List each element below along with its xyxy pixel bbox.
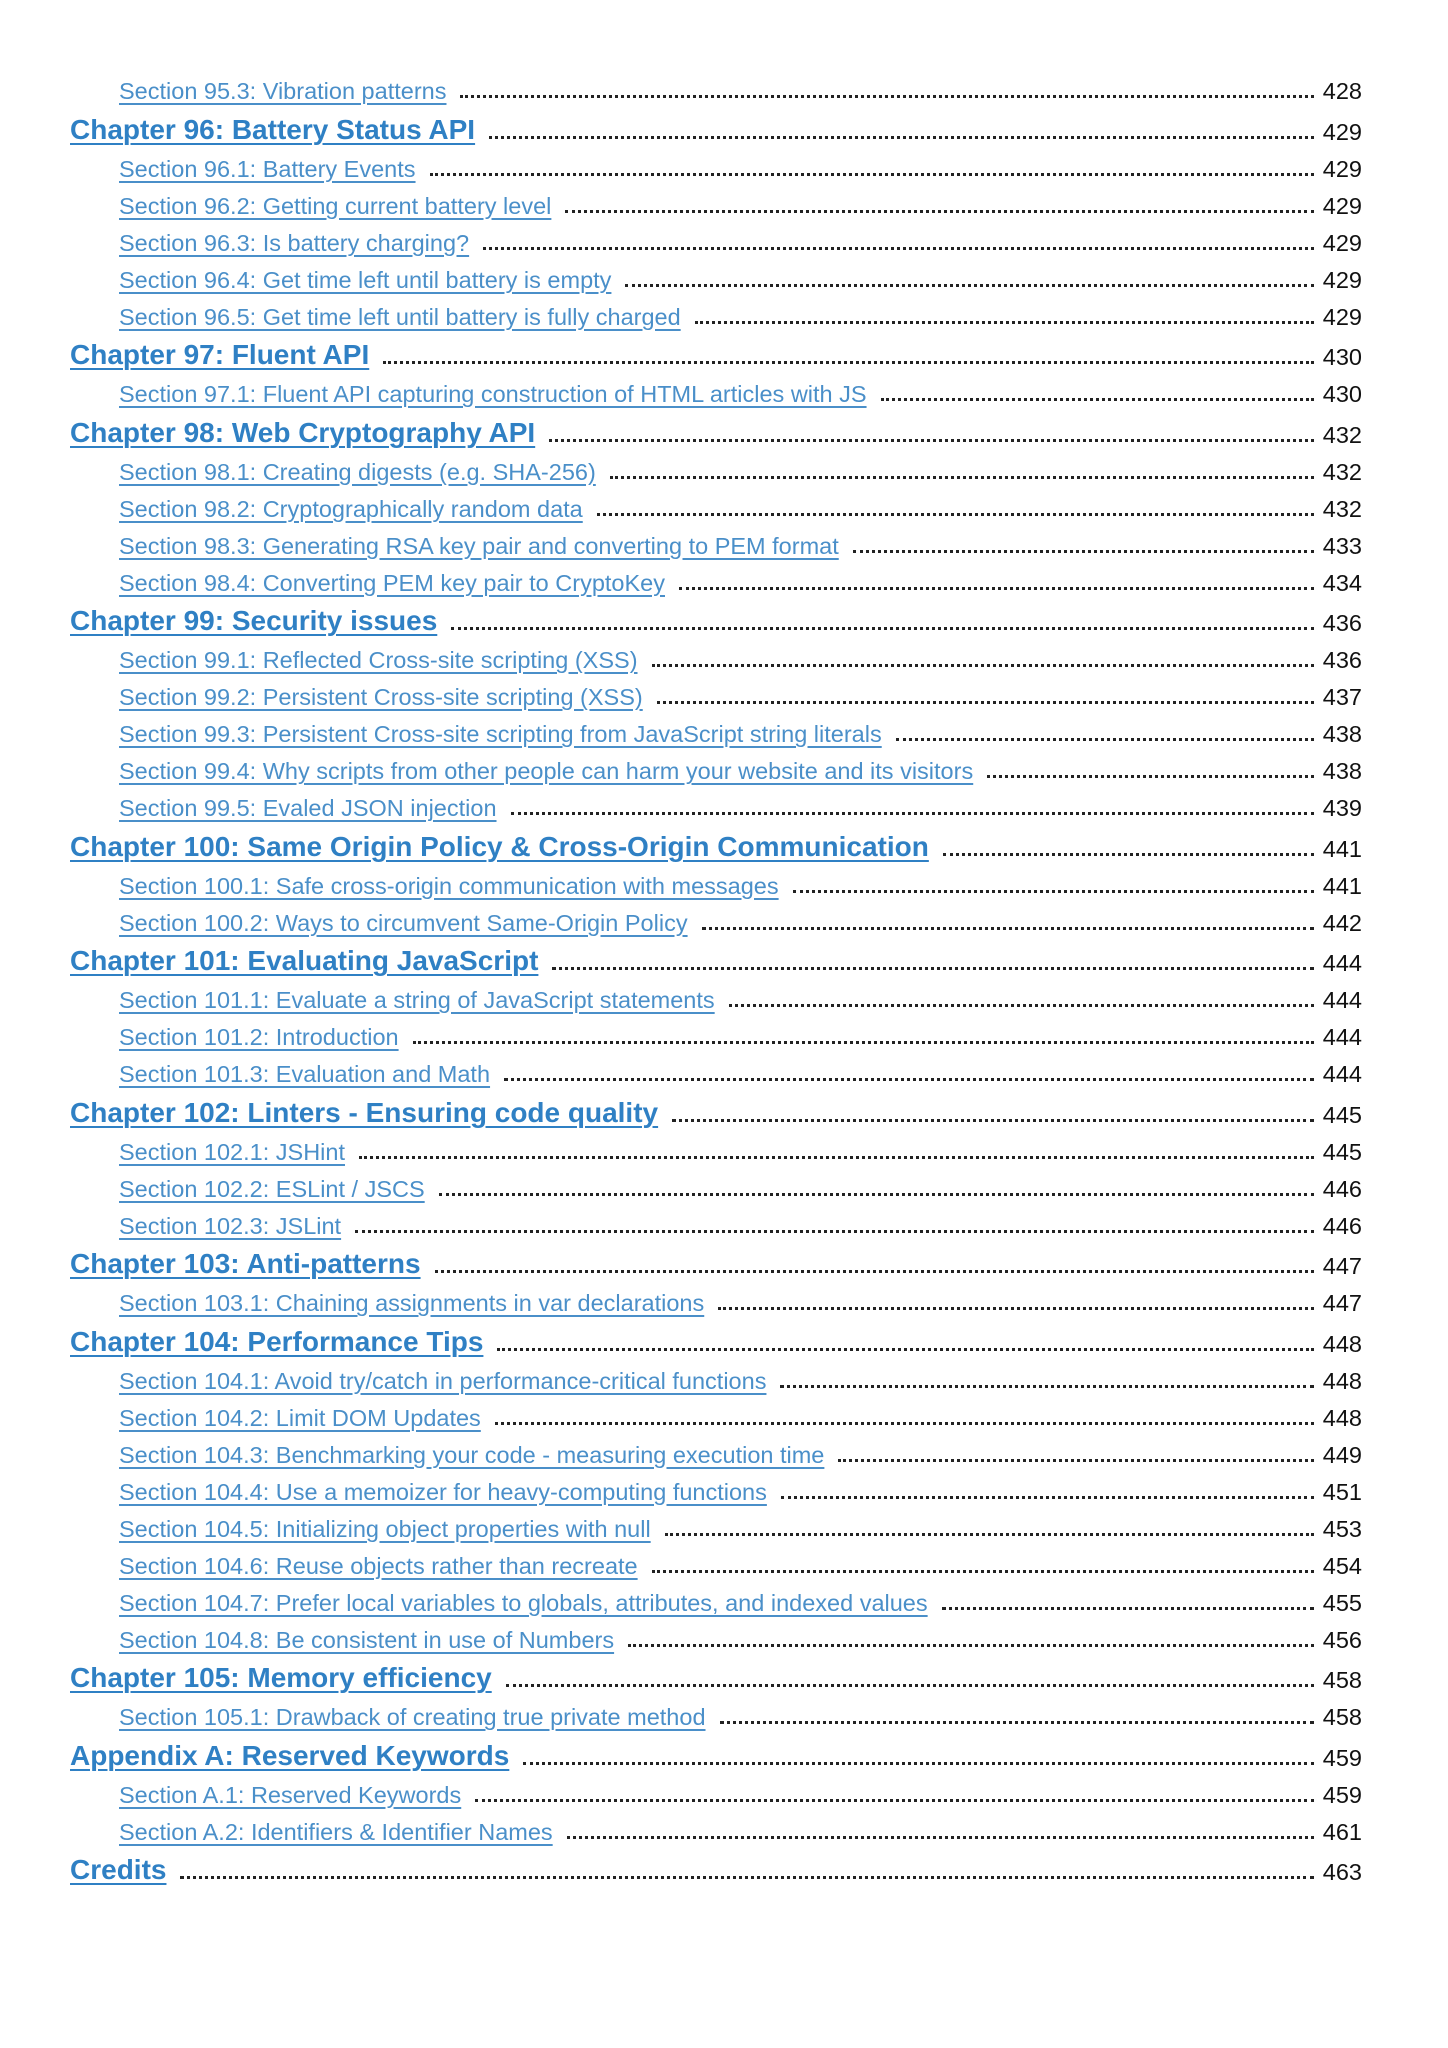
chapter-link[interactable]: Chapter 96: Battery Status API bbox=[70, 113, 476, 145]
dot-leader bbox=[943, 853, 1314, 856]
dot-leader bbox=[853, 550, 1314, 553]
page-number: 458 bbox=[1322, 1704, 1362, 1730]
dot-leader bbox=[942, 1607, 1314, 1610]
page-number: 449 bbox=[1322, 1441, 1362, 1468]
section-link[interactable]: Section 101.3: Evaluation and Math bbox=[119, 1061, 491, 1087]
page-number: 459 bbox=[1322, 1744, 1362, 1771]
dot-leader bbox=[511, 812, 1314, 815]
dot-leader bbox=[359, 1156, 1314, 1159]
toc-section-entry[interactable] bbox=[70, 560, 1362, 597]
section-link[interactable]: Section 98.4: Converting PEM key pair to CryptoKey bbox=[119, 569, 665, 596]
page-number: 447 bbox=[1322, 1253, 1362, 1279]
toc-section-entry[interactable] bbox=[70, 863, 1362, 900]
page-number: 445 bbox=[1322, 1101, 1362, 1128]
section-link[interactable]: Section 100.2: Ways to circumvent Same-Origin Policy bbox=[119, 909, 688, 936]
dot-leader bbox=[702, 927, 1314, 930]
dot-leader bbox=[781, 1496, 1314, 1499]
dot-leader bbox=[695, 321, 1314, 324]
page-number: 448 bbox=[1322, 1367, 1362, 1394]
section-link[interactable]: Section 99.3: Persistent Cross-site scripting from JavaScript string literals bbox=[119, 721, 882, 747]
page-number: 458 bbox=[1322, 1667, 1362, 1693]
toc-section-entry[interactable] bbox=[70, 1809, 1362, 1846]
dot-leader bbox=[652, 1570, 1314, 1573]
page-number: 441 bbox=[1322, 835, 1362, 862]
dot-leader bbox=[672, 1119, 1314, 1122]
toc-section-entry[interactable] bbox=[70, 68, 1362, 105]
section-link[interactable]: Section 102.2: ESLint / JSCS bbox=[119, 1175, 425, 1202]
page-number: 454 bbox=[1322, 1552, 1362, 1579]
dot-leader bbox=[549, 439, 1314, 442]
page-number: 429 bbox=[1322, 118, 1362, 145]
section-link[interactable]: Section 96.3: Is battery charging? bbox=[119, 229, 470, 256]
dot-leader bbox=[729, 1004, 1314, 1007]
section-link[interactable]: Section 98.3: Generating RSA key pair and converting to PEM format bbox=[119, 532, 839, 559]
section-link[interactable]: Section 96.5: Get time left until battery is fully charged bbox=[119, 303, 681, 330]
toc-section-entry[interactable] bbox=[70, 1203, 1362, 1240]
dot-leader bbox=[896, 738, 1314, 741]
dot-leader bbox=[355, 1230, 1314, 1233]
section-link[interactable]: Section 104.2: Limit DOM Updates bbox=[119, 1404, 481, 1431]
toc-section-entry[interactable] bbox=[70, 637, 1362, 674]
dot-leader bbox=[628, 1644, 1314, 1647]
toc-section-entry[interactable] bbox=[70, 523, 1362, 560]
section-link[interactable]: Section 96.1: Battery Events bbox=[119, 155, 416, 182]
page-number: 453 bbox=[1322, 1515, 1362, 1542]
toc-section-entry[interactable] bbox=[70, 449, 1362, 486]
page-number: 444 bbox=[1322, 987, 1362, 1013]
toc-section-entry[interactable] bbox=[70, 1014, 1362, 1051]
toc-section-entry[interactable] bbox=[70, 486, 1362, 523]
page-number: 448 bbox=[1322, 1330, 1362, 1357]
toc-section-entry[interactable] bbox=[70, 1166, 1362, 1203]
dot-leader bbox=[665, 1533, 1314, 1536]
page-number: 433 bbox=[1322, 532, 1362, 559]
page-number: 429 bbox=[1322, 155, 1362, 182]
dot-leader bbox=[793, 890, 1314, 893]
section-link[interactable]: Section 101.1: Evaluate a string of JavaScript statements bbox=[119, 987, 715, 1013]
dot-leader bbox=[497, 1348, 1314, 1351]
dot-leader bbox=[523, 1762, 1314, 1765]
toc-section-entry[interactable] bbox=[70, 1617, 1362, 1654]
section-link[interactable]: Section 97.1: Fluent API capturing construction of HTML articles with JS bbox=[119, 381, 867, 407]
section-link[interactable]: Section 104.3: Benchmarking your code - measuring execution time bbox=[119, 1441, 825, 1468]
page-number: 444 bbox=[1322, 1024, 1362, 1050]
chapter-link[interactable]: Chapter 99: Security issues bbox=[70, 605, 438, 636]
dot-leader bbox=[780, 1385, 1314, 1388]
page-number: 447 bbox=[1322, 1290, 1362, 1316]
page-number: 432 bbox=[1322, 458, 1362, 485]
toc-section-entry[interactable] bbox=[70, 183, 1362, 220]
toc-chapter-entry[interactable] bbox=[70, 937, 1362, 978]
section-link[interactable]: Section 103.1: Chaining assignments in var declarations bbox=[119, 1290, 705, 1316]
dot-leader bbox=[413, 1041, 1314, 1044]
section-link[interactable]: Section 101.2: Introduction bbox=[119, 1024, 399, 1050]
page-number: 444 bbox=[1322, 1061, 1362, 1087]
section-link[interactable]: Section 98.2: Cryptographically random data bbox=[119, 495, 583, 522]
page-number: 429 bbox=[1322, 192, 1362, 219]
section-link[interactable]: Section 104.7: Prefer local variables to globals, attributes, and indexed values bbox=[119, 1589, 928, 1616]
dot-leader bbox=[489, 136, 1314, 139]
toc-section-entry[interactable] bbox=[70, 257, 1362, 294]
toc-section-entry[interactable] bbox=[70, 146, 1362, 183]
page-number: 439 bbox=[1322, 795, 1362, 821]
page-number: 436 bbox=[1322, 647, 1362, 673]
toc-chapter-entry[interactable] bbox=[70, 597, 1362, 638]
dot-leader bbox=[483, 247, 1314, 250]
toc-section-entry[interactable] bbox=[70, 1129, 1362, 1166]
dot-leader bbox=[495, 1422, 1314, 1425]
toc-section-entry[interactable] bbox=[70, 1280, 1362, 1317]
toc-chapter-entry[interactable] bbox=[70, 1654, 1362, 1695]
toc-chapter-entry[interactable] bbox=[70, 331, 1362, 372]
section-link[interactable]: Section 104.6: Reuse objects rather than recreate bbox=[119, 1552, 638, 1579]
page-number: 428 bbox=[1322, 78, 1362, 104]
section-link[interactable]: Section A.2: Identifiers & Identifier Names bbox=[119, 1818, 553, 1845]
dot-leader bbox=[383, 361, 1314, 364]
toc-chapter-entry[interactable] bbox=[70, 1240, 1362, 1281]
dot-leader bbox=[439, 1193, 1314, 1196]
chapter-link[interactable]: Credits bbox=[70, 1854, 167, 1885]
toc-chapter-entry[interactable] bbox=[70, 105, 1362, 146]
dot-leader bbox=[567, 1836, 1314, 1839]
toc-section-entry[interactable] bbox=[70, 1772, 1362, 1809]
page-number: 459 bbox=[1322, 1781, 1362, 1808]
page-number: 437 bbox=[1322, 684, 1362, 710]
dot-leader bbox=[506, 1684, 1314, 1687]
toc-chapter-entry[interactable] bbox=[70, 1088, 1362, 1129]
toc-section-entry[interactable] bbox=[70, 1469, 1362, 1506]
page-number: 444 bbox=[1322, 950, 1362, 976]
page-number: 429 bbox=[1322, 229, 1362, 256]
section-link[interactable]: Section 95.3: Vibration patterns bbox=[119, 78, 447, 104]
page-number: 446 bbox=[1322, 1175, 1362, 1202]
section-link[interactable]: Section 96.2: Getting current battery level bbox=[119, 192, 552, 219]
toc-section-entry[interactable] bbox=[70, 711, 1362, 748]
dot-leader bbox=[451, 627, 1314, 630]
chapter-link[interactable]: Chapter 102: Linters - Ensuring code quality bbox=[70, 1096, 659, 1128]
page-number: 442 bbox=[1322, 909, 1362, 936]
section-link[interactable]: Section 96.4: Get time left until battery is empty bbox=[119, 266, 612, 293]
toc-section-entry[interactable] bbox=[70, 674, 1362, 711]
page-number: 463 bbox=[1322, 1859, 1362, 1885]
section-link[interactable]: Section 99.5: Evaled JSON injection bbox=[119, 795, 497, 821]
toc-section-entry[interactable] bbox=[70, 1432, 1362, 1469]
section-link[interactable]: Section 102.3: JSLint bbox=[119, 1212, 342, 1239]
section-link[interactable]: Section 98.1: Creating digests (e.g. SHA-256) bbox=[119, 458, 596, 485]
page-number: 461 bbox=[1322, 1818, 1362, 1845]
dot-leader bbox=[881, 398, 1314, 401]
chapter-link[interactable]: Appendix A: Reserved Keywords bbox=[70, 1739, 510, 1771]
toc-section-entry[interactable] bbox=[70, 977, 1362, 1014]
toc-chapter-entry[interactable] bbox=[70, 408, 1362, 449]
toc-chapter-entry[interactable] bbox=[70, 822, 1362, 863]
toc-chapter-entry[interactable] bbox=[70, 1846, 1362, 1887]
toc-section-entry[interactable] bbox=[70, 1051, 1362, 1088]
dot-leader bbox=[430, 173, 1314, 176]
section-link[interactable]: Section 99.4: Why scripts from other people can harm your website and its visitors bbox=[119, 758, 974, 784]
section-link[interactable]: Section 105.1: Drawback of creating true private method bbox=[119, 1704, 706, 1730]
dot-leader bbox=[625, 284, 1314, 287]
toc-section-entry[interactable] bbox=[70, 294, 1362, 331]
dot-leader bbox=[718, 1307, 1314, 1310]
chapter-link[interactable]: Chapter 103: Anti-patterns bbox=[70, 1248, 421, 1279]
dot-leader bbox=[552, 967, 1314, 970]
page-number: 438 bbox=[1322, 758, 1362, 784]
chapter-link[interactable]: Chapter 101: Evaluating JavaScript bbox=[70, 945, 539, 976]
toc-section-entry[interactable] bbox=[70, 1395, 1362, 1432]
dot-leader bbox=[460, 95, 1314, 98]
section-link[interactable]: Section 104.5: Initializing object properties with null bbox=[119, 1515, 651, 1542]
section-link[interactable]: Section 104.8: Be consistent in use of Numbers bbox=[119, 1626, 615, 1653]
page-number: 451 bbox=[1322, 1478, 1362, 1505]
dot-leader bbox=[475, 1799, 1314, 1802]
chapter-link[interactable]: Chapter 98: Web Cryptography API bbox=[70, 416, 536, 448]
dot-leader bbox=[435, 1270, 1314, 1273]
toc-section-entry[interactable] bbox=[70, 1543, 1362, 1580]
table-of-contents bbox=[70, 68, 1362, 1886]
section-link[interactable]: Section 104.1: Avoid try/catch in performance-critical functions bbox=[119, 1367, 767, 1394]
dot-leader bbox=[679, 587, 1314, 590]
toc-section-entry[interactable] bbox=[70, 220, 1362, 257]
section-link[interactable]: Section 99.2: Persistent Cross-site scripting (XSS) bbox=[119, 684, 643, 710]
page-number: 441 bbox=[1322, 872, 1362, 899]
dot-leader bbox=[565, 210, 1314, 213]
dot-leader bbox=[657, 701, 1314, 704]
page-number: 432 bbox=[1322, 421, 1362, 448]
page-number: 432 bbox=[1322, 495, 1362, 522]
page-number: 434 bbox=[1322, 569, 1362, 596]
toc-section-entry[interactable] bbox=[70, 1580, 1362, 1617]
chapter-link[interactable]: Chapter 97: Fluent API bbox=[70, 339, 370, 370]
page-number: 430 bbox=[1322, 381, 1362, 407]
section-link[interactable]: Section 100.1: Safe cross-origin communication with messages bbox=[119, 872, 779, 899]
dot-leader bbox=[180, 1876, 1314, 1879]
dot-leader bbox=[610, 476, 1314, 479]
toc-section-entry[interactable] bbox=[70, 1694, 1362, 1731]
chapter-link[interactable]: Chapter 105: Memory efficiency bbox=[70, 1662, 492, 1693]
toc-section-entry[interactable] bbox=[70, 748, 1362, 785]
page-number: 429 bbox=[1322, 303, 1362, 330]
section-link[interactable]: Section 102.1: JSHint bbox=[119, 1138, 345, 1165]
toc-chapter-entry[interactable] bbox=[70, 1731, 1362, 1772]
page-number: 438 bbox=[1322, 721, 1362, 747]
chapter-link[interactable]: Chapter 100: Same Origin Policy & Cross-Origin Communication bbox=[70, 830, 929, 862]
toc-section-entry[interactable] bbox=[70, 785, 1362, 822]
section-link[interactable]: Section A.1: Reserved Keywords bbox=[119, 1781, 462, 1808]
page-number: 456 bbox=[1322, 1626, 1362, 1653]
page-number: 429 bbox=[1322, 266, 1362, 293]
page-number: 445 bbox=[1322, 1138, 1362, 1165]
toc-section-entry[interactable] bbox=[70, 1358, 1362, 1395]
chapter-link[interactable]: Chapter 104: Performance Tips bbox=[70, 1325, 484, 1357]
toc-chapter-entry[interactable] bbox=[70, 1317, 1362, 1358]
page-number: 446 bbox=[1322, 1212, 1362, 1239]
dot-leader bbox=[720, 1721, 1314, 1724]
dot-leader bbox=[987, 775, 1314, 778]
page-number: 430 bbox=[1322, 344, 1362, 370]
page-number: 455 bbox=[1322, 1589, 1362, 1616]
dot-leader bbox=[597, 513, 1314, 516]
toc-section-entry[interactable] bbox=[70, 371, 1362, 408]
section-link[interactable]: Section 104.4: Use a memoizer for heavy-computing functions bbox=[119, 1478, 767, 1505]
toc-section-entry[interactable] bbox=[70, 900, 1362, 937]
page-number: 448 bbox=[1322, 1404, 1362, 1431]
section-link[interactable]: Section 99.1: Reflected Cross-site scripting (XSS) bbox=[119, 647, 638, 673]
dot-leader bbox=[652, 664, 1314, 667]
page-number: 436 bbox=[1322, 610, 1362, 636]
dot-leader bbox=[504, 1078, 1314, 1081]
toc-section-entry[interactable] bbox=[70, 1506, 1362, 1543]
dot-leader bbox=[838, 1459, 1314, 1462]
